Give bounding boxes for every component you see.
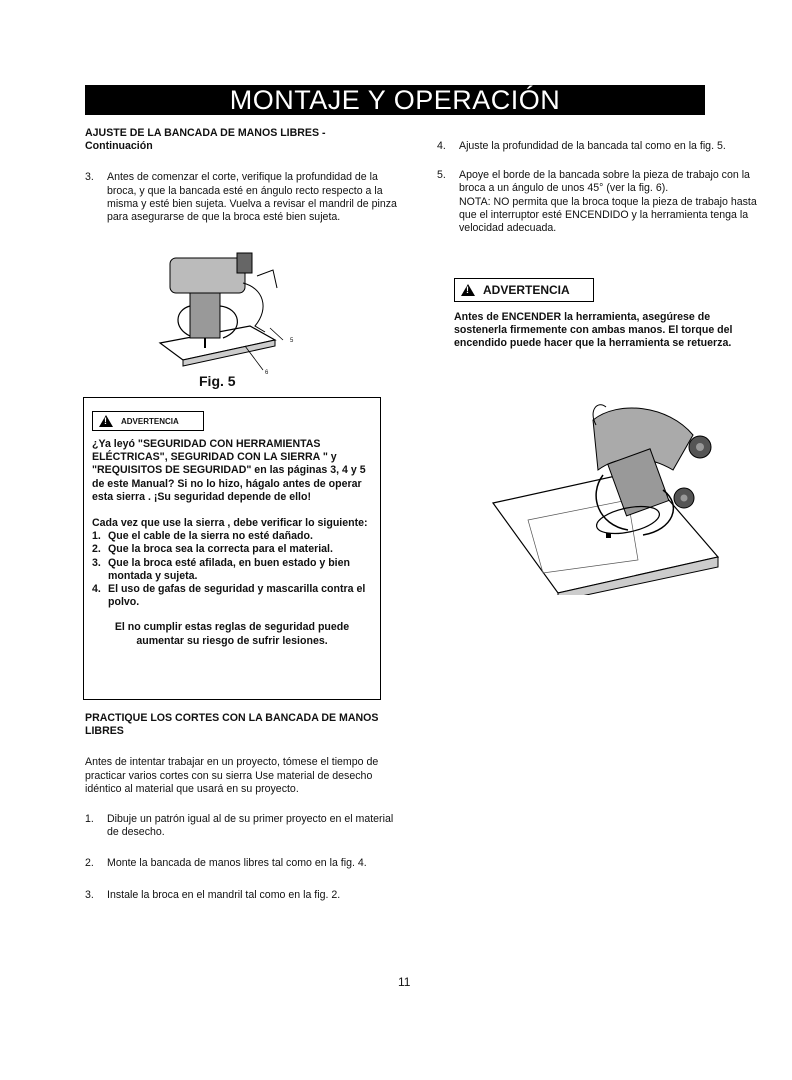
figure-6-illustration [488, 395, 728, 595]
check-list [92, 530, 372, 609]
figure-5-illustration [145, 248, 295, 378]
practice-step-1: 1. Dibuje un patrón igual al de su primer proyecto en el material de desecho. [85, 813, 394, 839]
page-number: 11 [398, 975, 411, 989]
practice-step-2: 2. Monte la bancada de manos libres tal como en la fig. 4. [85, 857, 367, 870]
figure-caption: Fig. 5 [199, 373, 236, 389]
callout-5: 5 [290, 338, 294, 344]
list-item: 2. Que la broca sea la correcta para el material. [92, 543, 333, 556]
note: NOTA: NO permita que la broca toque la pieza de trabajo hasta que el interruptor esté ENCENDIDO y la herramienta tenga la velocidad adecuada. [459, 195, 757, 235]
step-4: 4. Ajuste la profundidad de la bancada tal como en la fig. 5. [437, 140, 726, 152]
list-item: 4. El uso de gafas de seguridad y mascarilla contra el polvo. [92, 583, 366, 609]
step-number: 3. [85, 171, 94, 184]
practice-intro: Antes de intentar trabajar en un proyecto, tómese el tiempo de practicar varios cortes con su sierra Use material de desecho idéntico al material que usará en su proyecto. [85, 756, 379, 795]
practice-step-3: 3. Instale la broca en el mandril tal como en la fig. 2. [85, 888, 341, 901]
right-warning-text: Antes de ENCENDER la herramienta, asegúrese de sostenerla firmemente con ambas manos. El torque del encendido puede hacer que la herramienta se retuerza. [454, 311, 733, 350]
warning-closing: El no cumplir estas reglas de seguridad puede aumentar su riesgo de sufrir lesiones. [114, 621, 350, 647]
warning-triangle-icon [99, 415, 113, 427]
practice-section [85, 712, 394, 902]
page-title: MONTAJE Y OPERACIÓN [85, 85, 705, 115]
left-column [85, 127, 397, 224]
safety-warning-box [83, 397, 381, 700]
warning-label-right: ! ADVERTENCIA [454, 278, 594, 302]
section-heading-practice: PRACTIQUE LOS CORTES CON LA BANCADA DE MANOS LIBRES [85, 712, 379, 738]
warning-triangle-icon [461, 284, 475, 296]
warning-label: ! ADVERTENCIA [92, 411, 204, 431]
list-item: 1. Que el cable de la sierra no esté dañado. [92, 530, 313, 543]
callout-6: 6 [265, 370, 269, 376]
section-heading-adjust: AJUSTE DE LA BANCADA DE MANOS LIBRES - Continuación [85, 127, 326, 153]
list-item: 3. Que la broca esté afilada, en buen estado y bien montada y sujeta. [92, 556, 350, 582]
check-intro: Cada vez que use la sierra , debe verificar lo siguiente: [92, 517, 368, 530]
step-3 [85, 171, 399, 224]
step-5: 5. Apoye el borde de la bancada sobre la pieza de trabajo con la broca a un ángulo de unos 45° (ver la fig. 6). [437, 169, 750, 195]
right-column [437, 140, 757, 235]
step-text: Antes de comenzar el corte, verifique la profundidad de la broca, y que la bancada esté en ángulo recto respecto a la misma y esté bien sujeta. Vuelva a revisar el mandril de pinza para asegurarse de que la broca esté bien sujeta. [107, 171, 397, 224]
warning-intro: ¿Ya leyó "SEGURIDAD CON HERRAMIENTAS ELÉCTRICAS", SEGURIDAD CON LA SIERRA " y "REQUISITOS DE SEGURIDAD" en las páginas 3, 4 y 5 de este Manual? Si no lo hizo, hágalo antes de operar esta sierra . ¡Su seguridad depende de ello! [92, 438, 366, 503]
